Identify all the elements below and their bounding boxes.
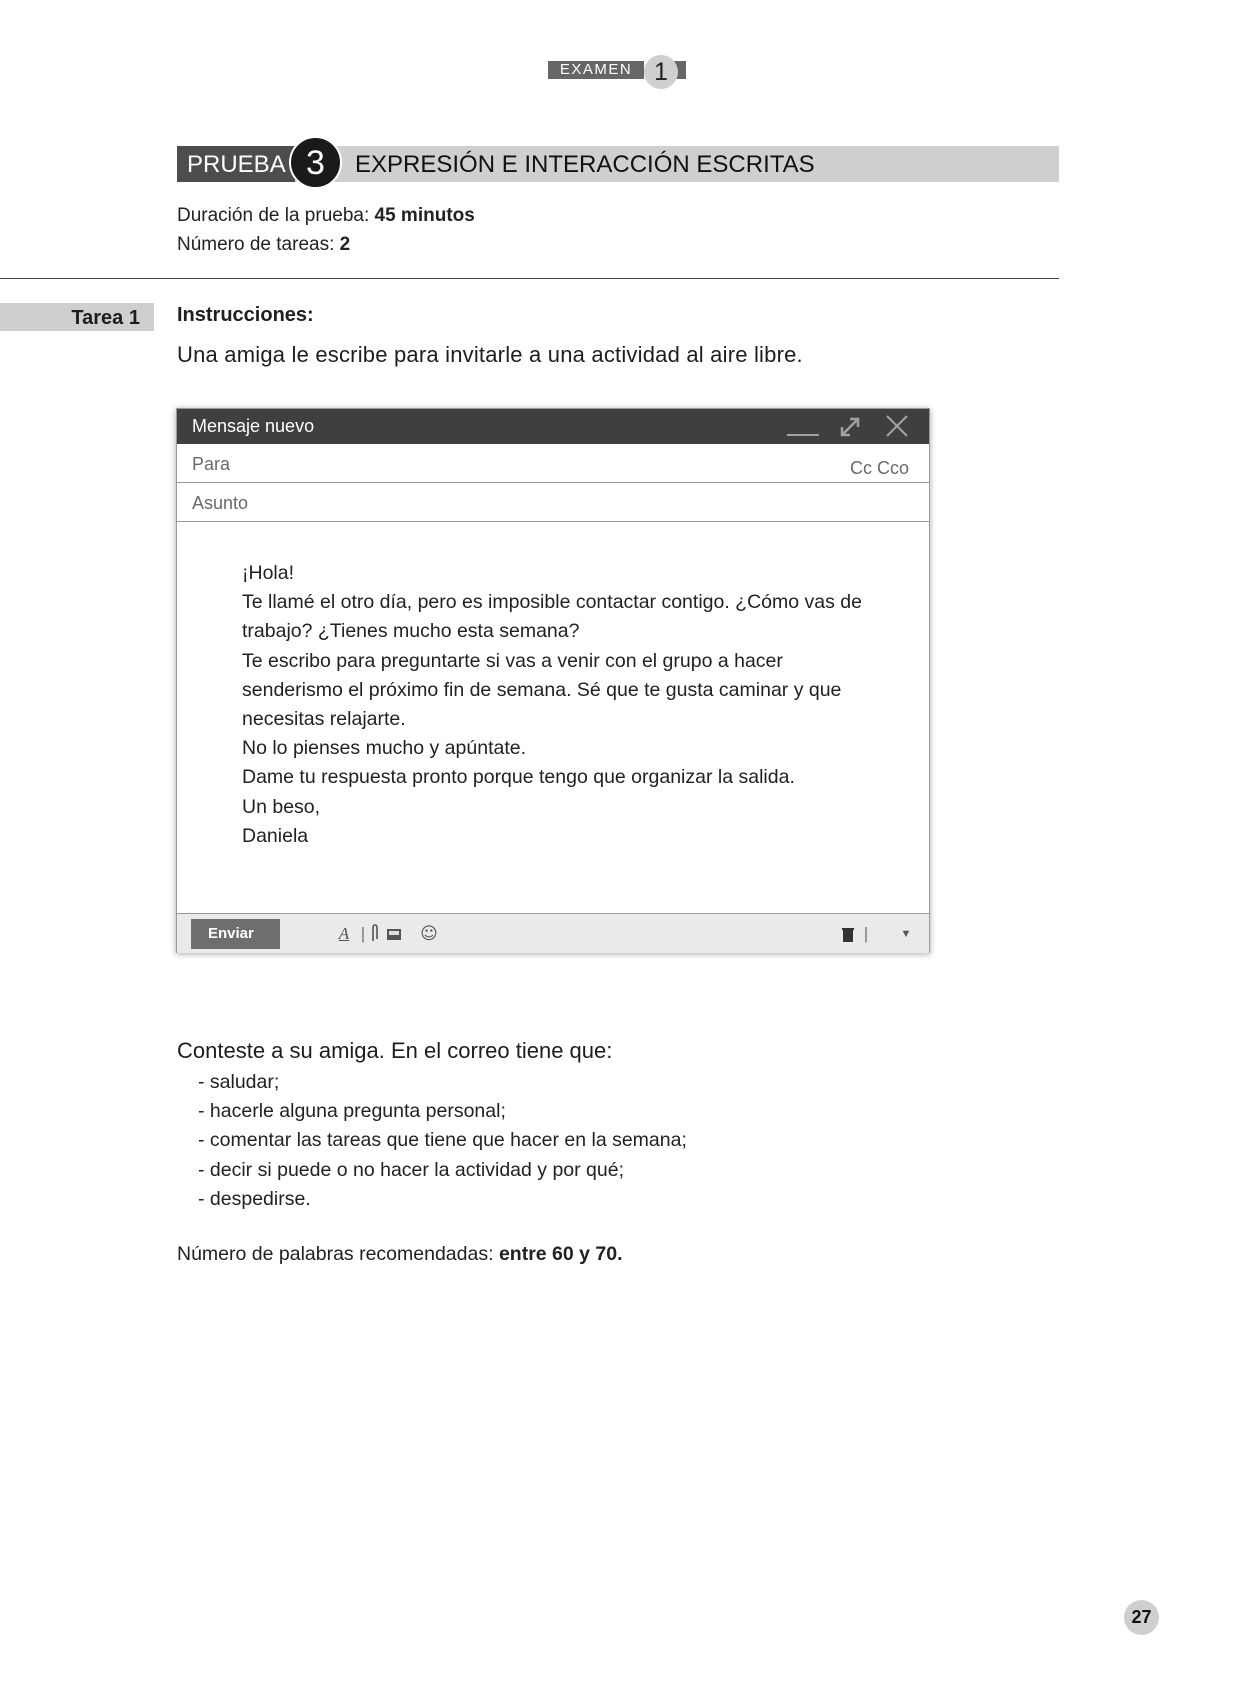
expand-icon[interactable] xyxy=(832,409,868,444)
response-intro: Conteste a su amiga. En el correo tiene que: xyxy=(177,1038,613,1063)
email-titlebar xyxy=(177,409,929,444)
prueba-number: 3 xyxy=(289,136,342,189)
page-number: 27 xyxy=(1124,1600,1159,1635)
instructions-heading: Instrucciones: xyxy=(177,304,314,326)
duration-line xyxy=(177,205,475,227)
toolbar-separator: | xyxy=(863,924,869,943)
close-icon[interactable] xyxy=(877,409,917,444)
exam-badge xyxy=(548,57,686,86)
body-line: Dame tu respuesta pronto porque tengo que organizar la salida. xyxy=(242,766,795,789)
subject-field-row[interactable] xyxy=(177,483,929,522)
instructions-text: Una amiga le escribe para invitarle a una actividad al aire libre. xyxy=(177,342,803,367)
subject-field[interactable]: Asunto xyxy=(192,493,249,513)
list-item: - comentar las tareas que tiene que hacer en la semana; xyxy=(198,1129,687,1152)
body-line: ¡Hola! xyxy=(242,562,295,584)
to-field-row[interactable] xyxy=(177,444,929,483)
duration-value: 45 minutos xyxy=(374,205,475,226)
email-compose-window xyxy=(176,408,930,953)
send-button[interactable]: Enviar xyxy=(191,919,280,949)
body-line: Te llamé el otro día, pero es imposible contactar contigo. ¿Cómo vas de xyxy=(242,591,862,614)
email-window-title: Mensaje nuevo xyxy=(192,416,315,436)
list-item: - hacerle alguna pregunta personal; xyxy=(198,1100,506,1123)
list-item: - despedirse. xyxy=(198,1187,311,1210)
body-line: Te escribo para preguntarte si vas a venir con el grupo a hacer xyxy=(242,649,783,672)
words-value: entre 60 y 70. xyxy=(498,1243,623,1265)
divider xyxy=(0,278,1059,279)
section-header xyxy=(177,146,1059,182)
body-line: senderismo el próximo fin de semana. Sé que te gusta caminar y que xyxy=(242,678,842,701)
image-icon[interactable] xyxy=(383,919,405,949)
body-line: No lo pienses mucho y apúntate. xyxy=(242,737,527,760)
body-line: trabajo? ¿Tienes mucho esta semana? xyxy=(242,620,580,643)
duration-label: Duración de la prueba: xyxy=(177,205,375,226)
text-format-icon[interactable]: A xyxy=(338,924,350,943)
emoji-icon[interactable]: ☺ xyxy=(420,924,438,944)
cc-link[interactable]: Cc xyxy=(849,458,872,478)
words-label: Número de palabras recomendadas: xyxy=(177,1243,499,1265)
email-footer-toolbar xyxy=(177,913,929,953)
body-line: Daniela xyxy=(242,824,309,847)
list-item: - decir si puede o no hacer la actividad y por qué; xyxy=(198,1158,625,1181)
more-options-icon[interactable]: ▼ xyxy=(900,928,912,940)
exam-label: EXAMEN xyxy=(548,61,644,79)
prueba-label: PRUEBA xyxy=(177,146,295,182)
cc-bcc-links xyxy=(850,448,909,488)
word-count-line xyxy=(177,1243,623,1266)
trash-icon[interactable] xyxy=(839,919,857,949)
to-field[interactable]: Para xyxy=(192,454,231,474)
task-tag: Tarea 1 xyxy=(0,303,154,331)
attach-icon[interactable] xyxy=(367,919,383,949)
bcc-link[interactable]: Cco xyxy=(876,458,909,478)
tasks-value: 2 xyxy=(339,234,351,255)
body-line: necesitas relajarte. xyxy=(242,708,406,731)
exam-number: 1 xyxy=(644,55,678,89)
email-body[interactable] xyxy=(242,559,882,851)
tasks-count-line xyxy=(177,234,350,256)
response-task-list xyxy=(198,1068,687,1214)
section-title: EXPRESIÓN E INTERACCIÓN ESCRITAS xyxy=(355,151,815,178)
toolbar-separator: | xyxy=(360,924,366,943)
body-line: Un beso, xyxy=(242,795,321,818)
tasks-label: Número de tareas: xyxy=(177,234,340,255)
list-item: - saludar; xyxy=(198,1071,280,1093)
minimize-icon[interactable] xyxy=(782,409,822,444)
